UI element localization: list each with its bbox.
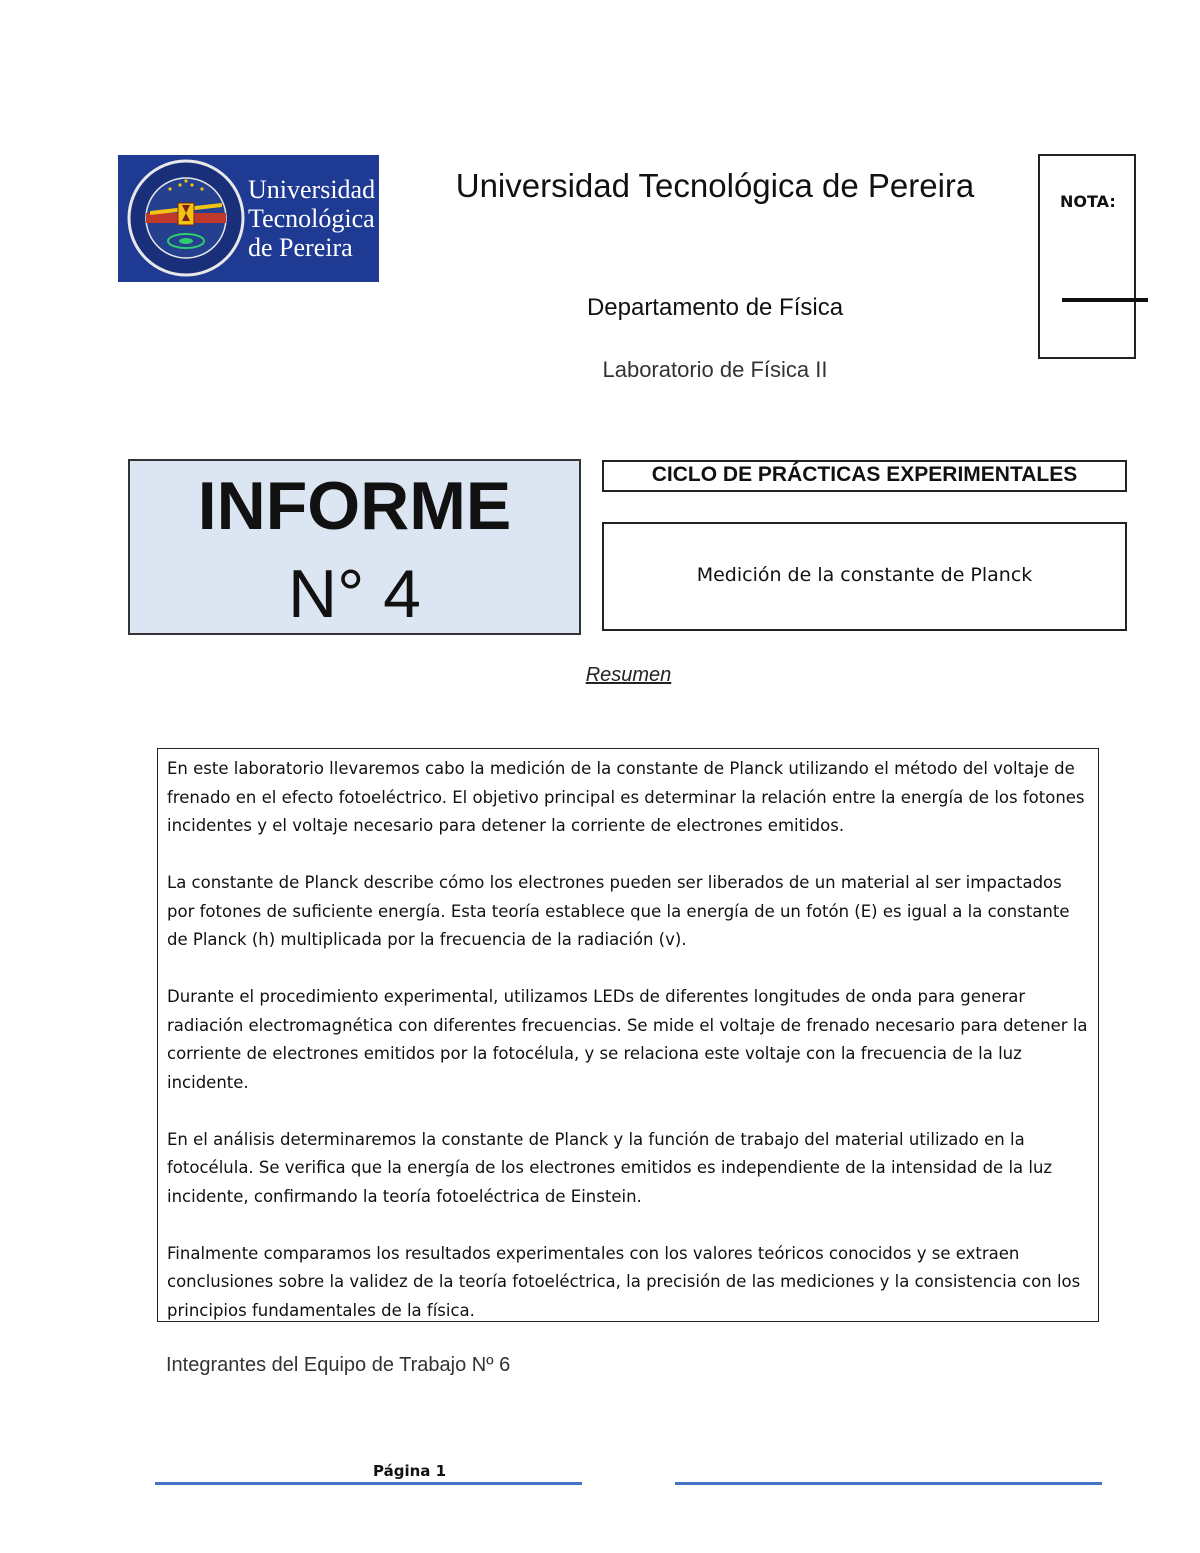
team-label: Integrantes del Equipo de Trabajo Nº 6 [166, 1354, 511, 1376]
cycle-title: CICLO DE PRÁCTICAS EXPERIMENTALES [651, 463, 1078, 486]
logo-line-3: de Pereira [248, 233, 353, 262]
footer-rule-left [155, 1482, 582, 1485]
report-number: N° 4 [287, 556, 421, 632]
summary-paragraph: La constante de Planck describe cómo los electrones pueden ser liberados de un material al ser impactados por fotones de suficiente energía. Esta teoría establece que la energía de un fotón (E) es igual a la constante de Planck (h) multiplicada por la frecuencia de la radiación (v). [167, 873, 1070, 949]
grade-box [1038, 154, 1136, 359]
footer-rule-right [675, 1482, 1102, 1485]
summary-paragraph: En este laboratorio llevaremos cabo la medición de la constante de Planck utilizando el método del voltaje de frenado en el efecto fotoeléctrico. El objetivo principal es determinar la relación entre la energía de los fotones incidentes y el voltaje necesario para detener la corriente de electrones emitidos. [167, 759, 1085, 835]
summary-paragraph: En el análisis determinaremos la constante de Planck y la función de trabajo del material utilizado en la fotocélula. Se verifica que la energía de los electrones emitidos es independiente de la intensidad de la luz incidente, confirmando la teoría fotoeléctrica de Einstein. [167, 1129, 1053, 1206]
logo-line-1: Universidad [248, 175, 376, 204]
logo-line-2: Tecnológica [248, 204, 375, 233]
university-title: Universidad Tecnológica de Pereira [455, 167, 975, 204]
department-title: Departamento de Física [586, 294, 844, 321]
university-logo [118, 155, 379, 282]
page-number: Página 1 [373, 1462, 447, 1480]
summary-box [157, 748, 1099, 1322]
summary-paragraph: Finalmente comparamos los resultados experimentales con los valores teóricos conocidos y se extraen conclusiones sobre la validez de la teoría fotoeléctrica, la precisión de las mediciones y la consistencia con los principios fundamentales de la física. [167, 1243, 1081, 1320]
grade-label: NOTA: [1060, 192, 1116, 211]
topic-title: Medición de la constante de Planck [696, 564, 1033, 586]
summary-paragraph: Durante el procedimiento experimental, utilizamos LEDs de diferentes longitudes de onda para generar radiación electromagnética con diferentes frecuencias. Se mide el voltaje de frenado necesario para detener la corriente de electrones emitidos por la fotocélula, y se relaciona este voltaje con la frecuencia de la luz incidente. [167, 987, 1088, 1092]
summary-heading: Resumen [585, 664, 672, 686]
report-title: INFORME [197, 468, 512, 544]
laboratory-title: Laboratorio de Física II [602, 357, 828, 382]
grade-line [1062, 298, 1148, 302]
logo-wordmark [248, 175, 375, 262]
